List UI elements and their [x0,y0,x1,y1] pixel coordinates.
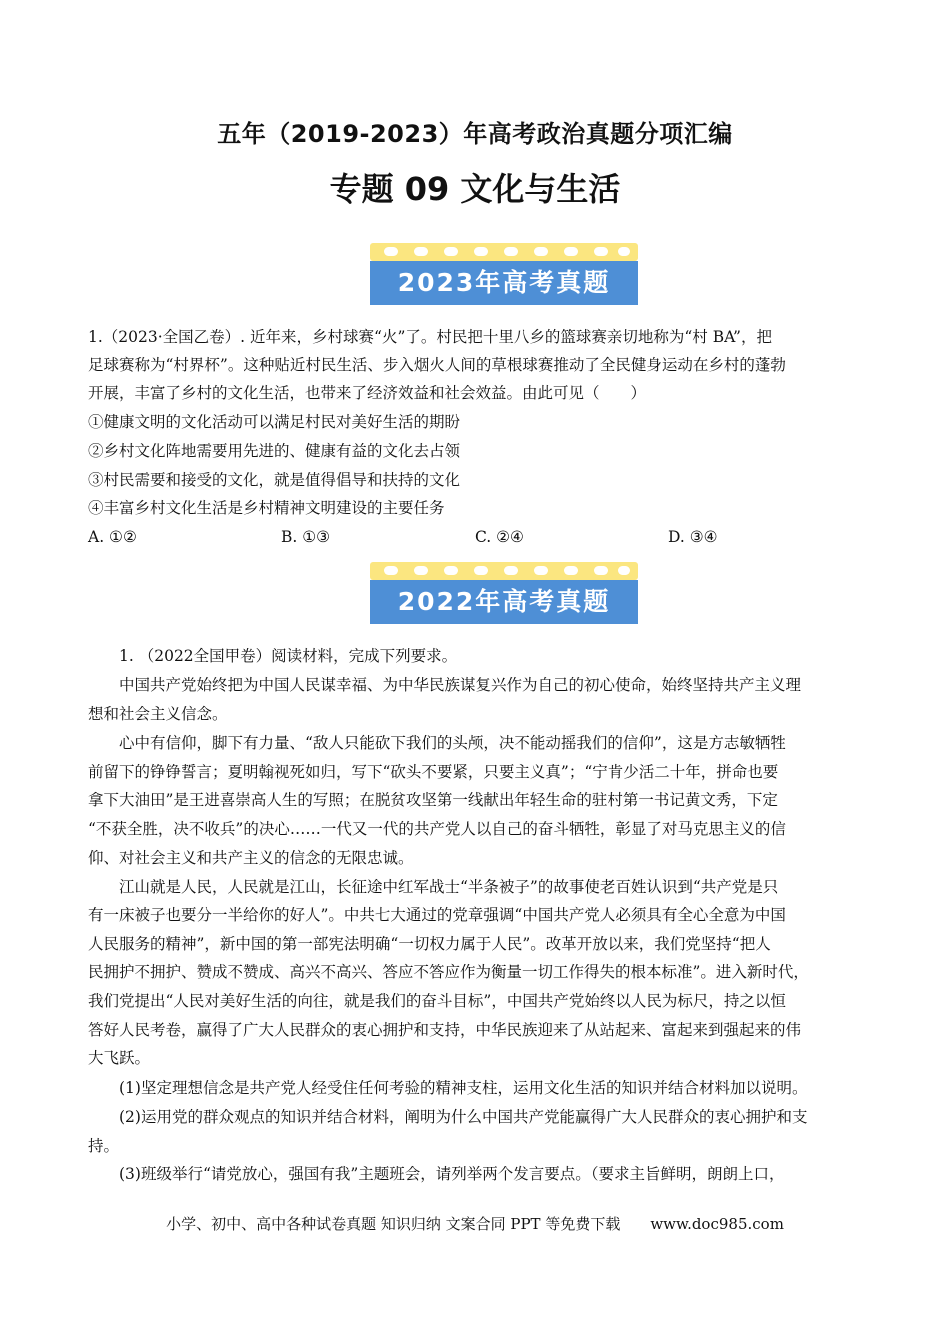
material-text: 民拥护不拥护、赞成不赞成、高兴不高兴、答应不答应作为衡量一切工作得失的根本标准”。进入新时代， [88,963,809,981]
banner-label: 2022年高考真题 [370,580,638,624]
question-text: 足球赛称为“村界杯”。这种贴近村民生活、步入烟火人间的草根球赛推动了全民健身运动在乡村的蓬勃 [88,356,786,374]
material-text: 前留下的铮铮誓言；夏明翰视死如归，写下“砍头不要紧，只要主义真”；“宁肯少活二十年，拼命也要 [88,763,779,781]
material-text: “不获全胜，决不收兵”的决心……一代又一代的共产党人以自己的奋斗牺牲，彰显了对马克思主义的信 [88,820,786,838]
option-d: D. ③④ [668,528,718,546]
option-a: A. ①② [88,528,137,546]
statement-4: ④丰富乡村文化生活是乡村精神文明建设的主要任务 [88,499,445,517]
material-text: 想和社会主义信念。 [88,705,228,723]
sub-question-2: (2)运用党的群众观点的知识并结合材料，阐明为什么中国共产党能赢得广大人民群众的衷心拥护和支 [88,1108,808,1126]
question-text: 开展，丰富了乡村的文化生活，也带来了经济效益和社会效益。由此可见（ ） [88,384,647,402]
section-banner-2023 [370,243,638,305]
sub-question-1: (1)坚定理想信念是共产党人经受住任何考验的精神支柱，运用文化生活的知识并结合材料加以说明。 [88,1079,808,1097]
material-text: 江山就是人民，人民就是江山，长征途中红军战士“半条被子”的故事使老百姓认识到“共产党是只 [88,878,779,896]
material-text: 仰、对社会主义和共产主义的信念的无限忠诚。 [88,849,414,867]
question-header: 1. （2022全国甲卷）阅读材料，完成下列要求。 [88,647,458,665]
statement-2: ②乡村文化阵地需要用先进的、健康有益的文化去占领 [88,442,461,460]
banner-dots [370,562,638,580]
material-text: 大飞跃。 [88,1049,151,1067]
sub-question-2: 持。 [88,1137,120,1155]
material-text: 心中有信仰，脚下有力量、“敌人只能砍下我们的头颅，决不能动摇我们的信仰”，这是方志敏牺牲 [88,734,786,752]
footer-text: 小学、初中、高中各种试卷真题 知识归纳 文案合同 PPT 等免费下载 [166,1215,621,1233]
topic-title: 专题 09 文化与生活 [329,170,621,208]
option-b: B. ①③ [281,528,331,546]
banner-label: 2023年高考真题 [370,261,638,305]
footer-url[interactable]: www.doc985.com [650,1215,784,1233]
material-text: 我们党提出“人民对美好生活的向往，就是我们的奋斗目标”，中国共产党始终以人民为标尺，持之以恒 [88,992,786,1010]
page-title: 五年（2019-2023）年高考政治真题分项汇编 [217,120,733,148]
page-footer [0,1213,950,1234]
material-text: 人民服务的精神”，新中国的第一部宪法明确“一切权力属于人民”。改革开放以来，我们党坚持“把人 [88,935,771,953]
statement-1: ①健康文明的文化活动可以满足村民对美好生活的期盼 [88,413,461,431]
banner-dots [370,243,638,261]
question-text: 1.（2023·全国乙卷）. 近年来，乡村球赛“火”了。村民把十里八乡的篮球赛亲切地称为“村 BA”，把 [88,328,772,346]
material-text: 拿下大油田”是王进喜崇高人生的写照；在脱贫攻坚第一线献出年轻生命的驻村第一书记黄文秀，下定 [88,791,778,809]
statement-3: ③村民需要和接受的文化，就是值得倡导和扶持的文化 [88,471,461,489]
material-text: 答好人民考卷，赢得了广大人民群众的衷心拥护和支持，中华民族迎来了从站起来、富起来到强起来的伟 [88,1021,802,1039]
material-text: 中国共产党始终把为中国人民谋幸福、为中华民族谋复兴作为自己的初心使命，始终坚持共产主义理 [88,676,802,694]
material-text: 有一床被子也要分一半给你的好人”。中共七大通过的党章强调“中国共产党人必须具有全心全意为中国 [88,906,786,924]
sub-question-3: (3)班级举行“请党放心，强国有我”主题班会，请列举两个发言要点。（要求主旨鲜明，朗朗上口， [88,1165,785,1183]
option-c: C. ②④ [475,528,524,546]
section-banner-2022 [370,562,638,624]
